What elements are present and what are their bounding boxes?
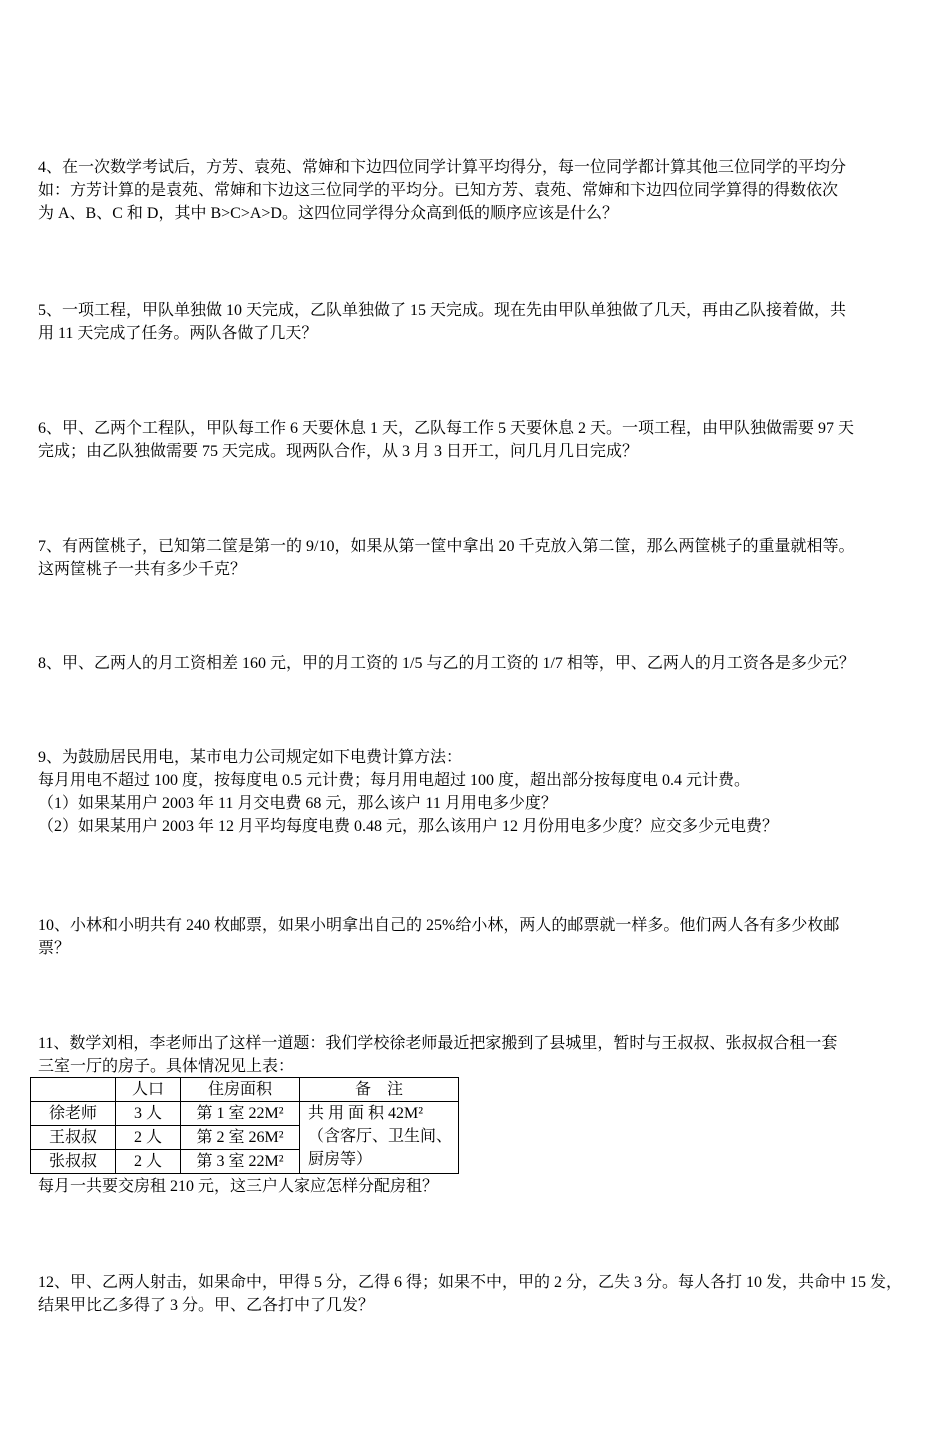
table-cell: 第 1 室 22M² xyxy=(181,1102,300,1126)
note-cell xyxy=(300,1102,459,1174)
rent-question: 每月一共要交房租 210 元，这三户人家应怎样分配房租？ xyxy=(38,1178,439,1195)
table-cell: 2 人 xyxy=(116,1150,181,1174)
problem-12 xyxy=(38,1271,938,1317)
problem-8 xyxy=(38,652,938,675)
problem-4-line-3: 为 A、B、C 和 D，其中 B>C>A>D。这四位同学得分众高到低的顺序应该是什么？ xyxy=(38,205,618,222)
problem-9-line-1: 9、为鼓励居民用电，某市电力公司规定如下电费计算方法： xyxy=(38,749,463,766)
problem-10-line-2: 票？ xyxy=(38,940,71,957)
problem-4-line-1: 4、在一次数学考试后，方芳、袁苑、常婶和卞边四位同学计算平均得分，每一位同学都计算其他三位同学的平均分 xyxy=(38,159,847,176)
rent-table xyxy=(30,1077,459,1174)
problem-7-line-1: 7、有两筐桃子，已知第二筐是第一的 9/10，如果从第一筐中拿出 20 千克放入第二筐，那么两筐桃子的重量就相等。 xyxy=(38,538,855,555)
problem-6 xyxy=(38,417,938,463)
problem-7 xyxy=(38,535,938,581)
problem-11-line-2: 三室一厅的房子。具体情况见上表： xyxy=(38,1058,295,1075)
problem-11-line-1: 11、数学刘相，李老师出了这样一道题：我们学校徐老师最近把家搬到了县城里，暂时与王叔叔、张叔叔合租一套 xyxy=(38,1035,838,1052)
table-cell: 第 2 室 26M² xyxy=(181,1126,300,1150)
problem-5-line-1: 5、一项工程，甲队单独做 10 天完成，乙队单独做了 15 天完成。现在先由甲队单独做了几天，再由乙队接着做，共 xyxy=(38,302,847,319)
problem-9-line-3: （1）如果某用户 2003 年 11 月交电费 68 元，那么该户 11 月用电多少度？ xyxy=(38,795,557,812)
problem-10 xyxy=(38,914,938,960)
table-cell: 徐老师 xyxy=(31,1102,116,1126)
problem-8-line-1: 8、甲、乙两人的月工资相差 160 元，甲的月工资的 1/5 与乙的月工资的 1/7 相等，甲、乙两人的月工资各是多少元？ xyxy=(38,655,855,672)
table-cell: 2 人 xyxy=(116,1126,181,1150)
table-cell: 3 人 xyxy=(116,1102,181,1126)
problem-5-line-2: 用 11 天完成了任务。两队各做了几天？ xyxy=(38,325,318,342)
problem-6-line-1: 6、甲、乙两个工程队，甲队每工作 6 天要休息 1 天，乙队每工作 5 天要休息 2 天。一项工程，由甲队独做需要 97 天 xyxy=(38,420,855,437)
problem-10-line-1: 10、小林和小明共有 240 枚邮票，如果小明拿出自己的 25%给小林，两人的邮票就一样多。他们两人各有多少枚邮 xyxy=(38,917,840,934)
table-header-cell xyxy=(31,1078,116,1102)
table-cell: 第 3 室 22M² xyxy=(181,1150,300,1174)
problem-12-line-1: 12、甲、乙两人射击，如果命中，甲得 5 分，乙得 6 得；如果不中，甲的 2 分，乙失 3 分。每人各打 10 发，共命中 15 发， xyxy=(38,1274,903,1291)
problem-9 xyxy=(38,746,938,838)
note-line: （含客厅、卫生间、 xyxy=(308,1128,453,1145)
table-cell: 张叔叔 xyxy=(31,1150,116,1174)
table-row xyxy=(31,1102,459,1126)
problem-6-line-2: 完成；由乙队独做需要 75 天完成。现两队合作，从 3 月 3 日开工，问几月几日完成？ xyxy=(38,443,639,460)
problem-4 xyxy=(38,156,938,225)
problem-11 xyxy=(38,1032,938,1078)
problem-12-line-2: 结果甲比乙多得了 3 分。甲、乙各打中了几发？ xyxy=(38,1297,375,1314)
table-header-cell: 备 注 xyxy=(300,1078,459,1102)
problem-7-line-2: 这两筐桃子一共有多少千克？ xyxy=(38,561,247,578)
problem-9-line-2: 每月用电不超过 100 度，按每度电 0.5 元计费；每月用电超过 100 度，超出部分按每度电 0.4 元计费。 xyxy=(38,772,751,789)
table-header-cell: 人口 xyxy=(116,1078,181,1102)
table-cell: 王叔叔 xyxy=(31,1126,116,1150)
note-line: 共 用 面 积 42M² xyxy=(308,1105,424,1122)
note-line: 厨房等） xyxy=(308,1151,373,1168)
problem-9-line-4: （2）如果某用户 2003 年 12 月平均每度电费 0.48 元，那么该用户 12 月份用电多少度？应交多少元电费？ xyxy=(38,818,779,835)
problem-4-line-2: 如：方芳计算的是袁苑、常婶和卞边这三位同学的平均分。已知方芳、袁苑、常婶和卞边四位同学算得的得数依次 xyxy=(38,182,839,199)
table-header-row xyxy=(31,1078,459,1102)
table-header-cell: 住房面积 xyxy=(181,1078,300,1102)
problem-5 xyxy=(38,299,938,345)
